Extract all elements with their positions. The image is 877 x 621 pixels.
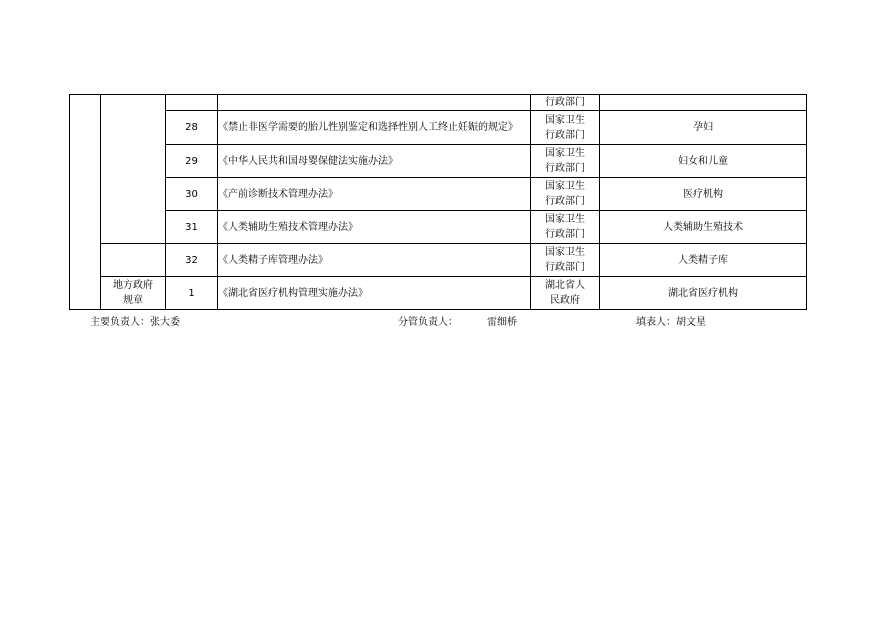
- department-cell: [531, 178, 600, 211]
- table-row: [70, 277, 807, 310]
- object-cell: 妇女和儿童: [600, 145, 807, 178]
- number-cell: 29: [166, 145, 218, 178]
- object-cell: 人类辅助生殖技术: [600, 211, 807, 244]
- in-charge-label: 分管负责人：: [398, 317, 458, 328]
- department-line: 国家卫生: [545, 148, 585, 159]
- number-cell: 30: [166, 178, 218, 211]
- object-cell: 湖北省医疗机构: [600, 277, 807, 310]
- title-cell: 《禁止非医学需要的胎儿性别鉴定和选择性别人工终止妊娠的规定》: [218, 111, 531, 145]
- department-line: 国家卫生: [545, 114, 585, 126]
- table-row: [70, 244, 807, 277]
- title-cell: [218, 95, 531, 111]
- table-row: [70, 95, 807, 111]
- department-cell: [531, 277, 600, 310]
- title-cell: 《湖北省医疗机构管理实施办法》: [218, 277, 531, 310]
- category-line: 地方政府: [113, 280, 153, 291]
- category-line: 规章: [123, 295, 143, 306]
- department-line: 行政部门: [545, 163, 585, 174]
- category-cell: [101, 244, 166, 277]
- title-cell: 《中华人民共和国母婴保健法实施办法》: [218, 145, 531, 178]
- department-cell: [531, 244, 600, 277]
- number-cell: 28: [166, 111, 218, 145]
- number-cell: 31: [166, 211, 218, 244]
- department-cell: [531, 211, 600, 244]
- department-cell: [531, 145, 600, 178]
- in-charge-name: 雷细桥: [487, 317, 517, 328]
- department-line: 行政部门: [545, 229, 585, 240]
- table-row: [70, 211, 807, 244]
- object-cell: 医疗机构: [600, 178, 807, 211]
- department-line: 国家卫生: [545, 214, 585, 225]
- department-cell: [531, 95, 600, 111]
- department-line: 国家卫生: [545, 181, 585, 192]
- table-row: [70, 145, 807, 178]
- department-line: 行政部门: [545, 97, 585, 108]
- object-cell: [600, 95, 807, 111]
- number-cell: 1: [166, 277, 218, 310]
- department-cell: [531, 111, 600, 145]
- table-row: [70, 111, 807, 145]
- object-cell: 人类精子库: [600, 244, 807, 277]
- department-line: 民政府: [550, 295, 580, 306]
- signature-footer: [0, 313, 877, 327]
- department-line: 行政部门: [545, 196, 585, 207]
- filler-label: 填表人：胡文星: [636, 317, 706, 328]
- title-cell: 《人类精子库管理办法》: [218, 244, 531, 277]
- department-line: 国家卫生: [545, 247, 585, 258]
- principal-label: 主要负责人：张大委: [90, 317, 180, 328]
- object-cell: 孕妇: [600, 111, 807, 145]
- outer-group-cell: [70, 95, 101, 310]
- title-cell: 《人类辅助生殖技术管理办法》: [218, 211, 531, 244]
- department-line: 行政部门: [545, 129, 585, 141]
- department-line: 湖北省人: [545, 280, 585, 291]
- department-line: 行政部门: [545, 262, 585, 273]
- number-cell: [166, 95, 218, 111]
- regulation-table: [69, 94, 807, 310]
- title-cell: 《产前诊断技术管理办法》: [218, 178, 531, 211]
- table-row: [70, 178, 807, 211]
- category-cell: [101, 95, 166, 244]
- number-cell: 32: [166, 244, 218, 277]
- category-cell: [101, 277, 166, 310]
